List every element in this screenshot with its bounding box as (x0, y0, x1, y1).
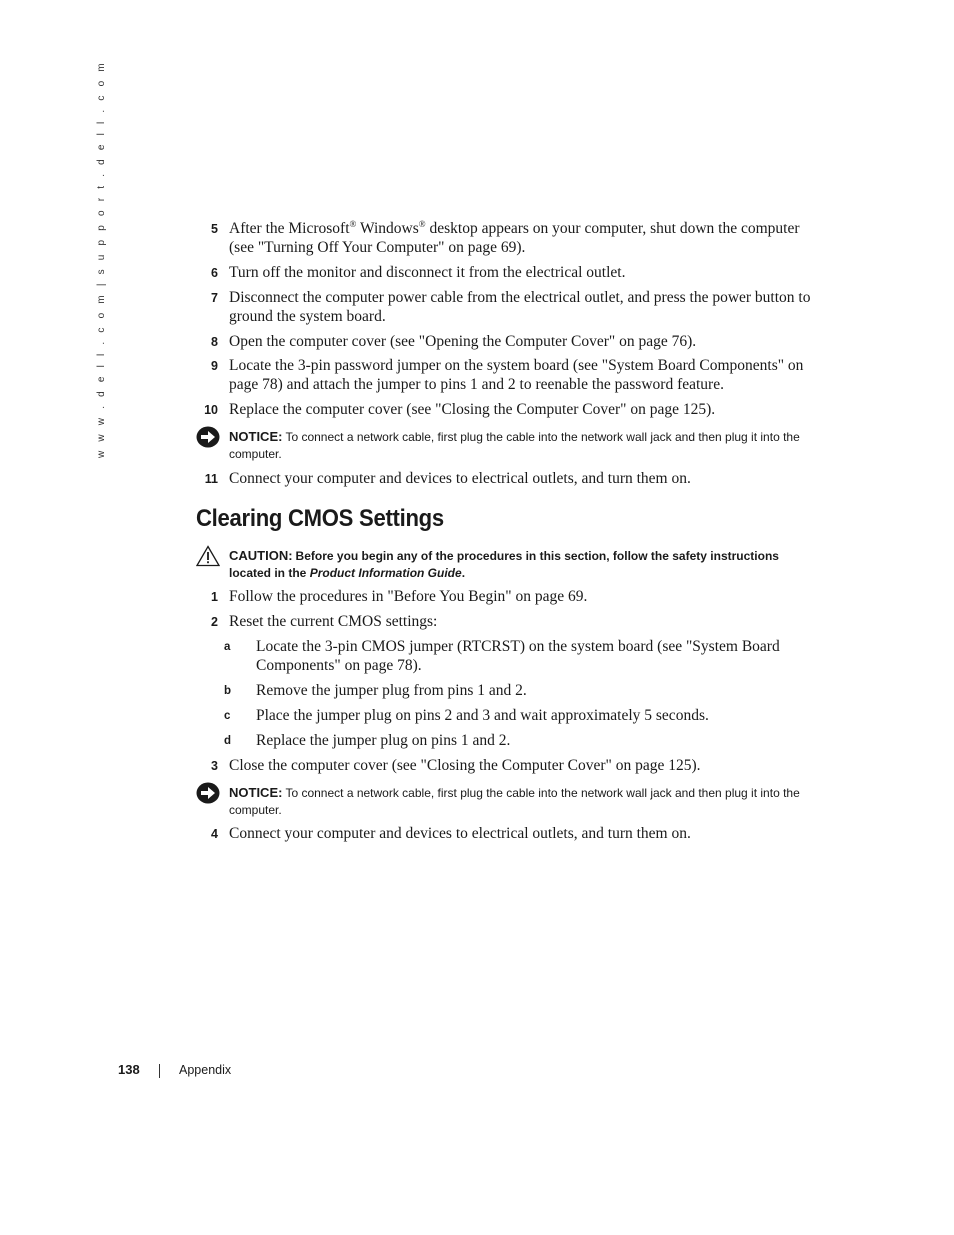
step-number: 11 (204, 472, 218, 486)
notice-label: NOTICE: (229, 785, 283, 800)
substep-letter: d (224, 735, 232, 747)
step-number: 10 (204, 403, 218, 417)
caution-text: CAUTION: Before you begin any of the procedures in this section, follow the safety instructions located in the Product Information Guide. (229, 548, 779, 580)
footer-divider (159, 1064, 160, 1078)
caution-icon (196, 545, 220, 567)
substep-letter: b (224, 685, 232, 697)
step-number: 6 (211, 266, 218, 280)
substep-letter: c (224, 710, 231, 722)
step-number: 1 (211, 590, 218, 604)
step-text: Open the computer cover (see "Opening the Computer Cover" on page 76). (229, 333, 697, 350)
step-text: After the Microsoft® Windows® desktop appears on your computer, shut down the computer (see "Turning Off Your Computer" on page 69). (229, 218, 800, 256)
step-text: Turn off the monitor and disconnect it from the electrical outlet. (229, 264, 626, 281)
step-number: 4 (211, 827, 218, 841)
substep-letter: a (224, 641, 231, 653)
step-text: Close the computer cover (see "Closing the Computer Cover" on page 125). (229, 757, 701, 774)
notice-icon (196, 426, 220, 448)
substep-text: Place the jumper plug on pins 2 and 3 and wait approximately 5 seconds. (256, 707, 709, 724)
step-text: Follow the procedures in "Before You Begin" on page 69. (229, 588, 588, 605)
step-number: 8 (211, 335, 218, 349)
substep-text: Remove the jumper plug from pins 1 and 2. (256, 682, 527, 699)
side-url (82, 60, 107, 458)
notice-text: NOTICE: To connect a network cable, first plug the cable into the network wall jack and then plug it into the computer. (229, 785, 800, 817)
step-number: 2 (211, 615, 218, 629)
step-number: 5 (211, 222, 218, 236)
notice-label: NOTICE: (229, 429, 283, 444)
footer-section-title: Appendix (179, 1063, 232, 1077)
step-text: Connect your computer and devices to electrical outlets, and turn them on. (229, 825, 691, 842)
substep-text: Replace the jumper plug on pins 1 and 2. (256, 732, 511, 749)
page-number: 138 (118, 1062, 140, 1077)
step-text: Locate the 3-pin password jumper on the system board (see "System Board Components" on page 78) and attach the jumper to pins 1 and 2 to reenable the password feature. (229, 357, 804, 393)
notice-icon (196, 782, 220, 804)
step-text: Disconnect the computer power cable from the electrical outlet, and press the power button to ground the system board. (229, 289, 811, 325)
step-text: Connect your computer and devices to electrical outlets, and turn them on. (229, 470, 691, 487)
step-number: 3 (211, 759, 218, 773)
substep-text: Locate the 3-pin CMOS jumper (RTCRST) on the system board (see "System Board Components" on page 78). (256, 638, 780, 674)
step-number: 9 (211, 359, 218, 373)
side-url-text: w w w . d e l l . c o m | s u p p o r t . d e l l . c o m (96, 60, 107, 458)
notice-text: NOTICE: To connect a network cable, first plug the cable into the network wall jack and then plug it into the computer. (229, 429, 800, 461)
section-heading: Clearing CMOS Settings (196, 505, 444, 532)
step-number: 7 (211, 291, 218, 305)
caution-label: CAUTION: (229, 548, 293, 563)
step-text: Replace the computer cover (see "Closing the Computer Cover" on page 125). (229, 401, 716, 418)
step-text: Reset the current CMOS settings: (229, 613, 438, 630)
